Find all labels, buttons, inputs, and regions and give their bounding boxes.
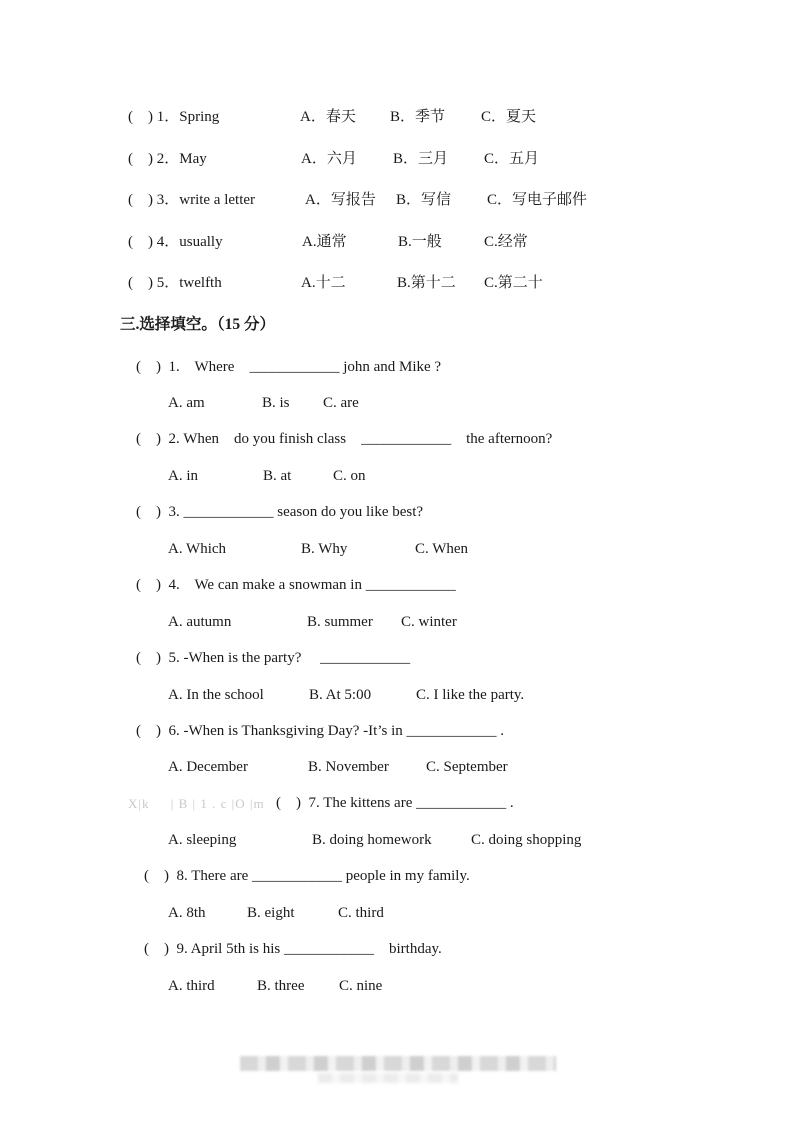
- question-6-stem: ( ) 6. -When is Thanksgiving Day? -It’s in ____________ .: [136, 723, 505, 739]
- vocab-item-4-option-c: C.经常: [484, 234, 528, 250]
- question-3-option-c: C. When: [415, 541, 469, 557]
- vocab-item-2-number: ( ) 2．May: [128, 151, 207, 167]
- question-1-option-a: A. am: [168, 395, 205, 411]
- question-7-option-a: A. sleeping: [168, 832, 237, 848]
- question-6-option-b: B. November: [308, 759, 389, 775]
- question-6-option-c: C. September: [426, 759, 508, 775]
- vocab-item-2-option-c: C．五月: [484, 151, 540, 167]
- question-2-option-c: C. on: [333, 468, 366, 484]
- question-1-stem: ( ) 1. Where ____________ john and Mike ?: [136, 359, 442, 375]
- vocab-item-1-option-a: A．春天: [300, 109, 356, 125]
- vocab-item-3-option-c: C．写电子邮件: [487, 192, 588, 208]
- question-3-option-b: B. Why: [301, 541, 348, 557]
- vocab-item-3-number: ( ) 3．write a letter: [128, 192, 256, 208]
- question-6-option-a: A. December: [168, 759, 248, 775]
- question-8-option-a: A. 8th: [168, 905, 206, 921]
- question-3-option-a: A. Which: [168, 541, 227, 557]
- question-4-stem: ( ) 4. We can make a snowman in ____________: [136, 577, 456, 593]
- question-8-option-b: B. eight: [247, 905, 295, 921]
- question-9-option-a: A. third: [168, 978, 215, 994]
- blurred-footer-secondary: [318, 1073, 458, 1083]
- vocab-item-4-option-b: B.一般: [398, 234, 442, 250]
- question-2-option-a: A. in: [168, 468, 198, 484]
- question-7-option-c: C. doing shopping: [471, 832, 582, 848]
- vocab-item-2-option-a: A．六月: [301, 151, 357, 167]
- vocab-item-3-option-b: B．写信: [396, 192, 452, 208]
- vocab-item-1-number: ( ) 1．Spring: [128, 109, 220, 125]
- vocab-item-3-option-a: A．写报告: [305, 192, 376, 208]
- watermark-text: X|k | B | 1 . c |O |m: [128, 796, 265, 811]
- question-3-stem: ( ) 3. ____________ season do you like best?: [136, 504, 424, 520]
- question-9-stem: ( ) 9. April 5th is his ____________ birthday.: [144, 941, 442, 957]
- vocab-item-5-option-a: A.十二: [301, 275, 346, 291]
- question-1-option-c: C. are: [323, 395, 359, 411]
- vocab-item-1-option-c: C．夏天: [481, 109, 537, 125]
- question-8-stem: ( ) 8. There are ____________ people in my family.: [144, 868, 470, 884]
- vocab-item-1-option-b: B．季节: [390, 109, 446, 125]
- question-4-option-c: C. winter: [401, 614, 457, 630]
- question-9-option-b: B. three: [257, 978, 305, 994]
- question-1-option-b: B. is: [262, 395, 290, 411]
- question-5-option-a: A. In the school: [168, 687, 264, 703]
- question-7-stem: ( ) 7. The kittens are ____________ .: [276, 795, 514, 811]
- vocab-item-5-number: ( ) 5．twelfth: [128, 275, 222, 291]
- vocab-item-2-option-b: B．三月: [393, 151, 449, 167]
- question-9-option-c: C. nine: [339, 978, 383, 994]
- question-5-stem: ( ) 5. -When is the party? ____________: [136, 650, 411, 666]
- section-3-title: 三.选择填空。（15 分）: [120, 316, 276, 333]
- question-4-option-b: B. summer: [307, 614, 373, 630]
- question-2-option-b: B. at: [263, 468, 292, 484]
- vocab-item-4-option-a: A.通常: [302, 234, 347, 250]
- vocab-item-4-number: ( ) 4．usually: [128, 234, 223, 250]
- question-4-option-a: A. autumn: [168, 614, 232, 630]
- question-5-option-c: C. I like the party.: [416, 687, 525, 703]
- blurred-footer: [240, 1056, 556, 1071]
- question-5-option-b: B. At 5:00: [309, 687, 372, 703]
- question-2-stem: ( ) 2. When do you finish class ____________ the afternoon?: [136, 431, 553, 447]
- vocab-item-5-option-b: B.第十二: [397, 275, 456, 291]
- vocab-item-5-option-c: C.第二十: [484, 275, 543, 291]
- question-8-option-c: C. third: [338, 905, 384, 921]
- question-7-option-b: B. doing homework: [312, 832, 432, 848]
